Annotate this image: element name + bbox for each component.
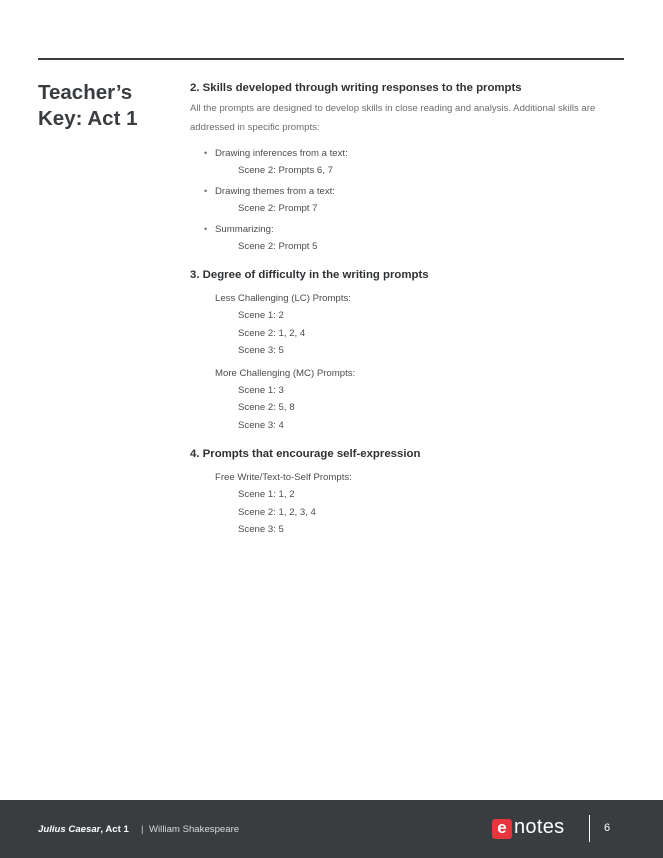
- footer-title: [38, 824, 129, 835]
- section-skills: [190, 80, 620, 255]
- group-label: Free Write/Text-to-Self Prompts:: [215, 472, 352, 483]
- group-item: Scene 2: 1, 2, 3, 4: [238, 506, 316, 518]
- bullet-icon: •: [204, 224, 208, 234]
- section-self-expression: [190, 446, 620, 539]
- group-item: Scene 3: 4: [238, 419, 284, 431]
- group-item: Scene 3: 5: [238, 524, 284, 535]
- footer-divider: [589, 815, 590, 842]
- group-item: Scene 1: 3: [238, 384, 284, 396]
- group-item: Scene 1: 2: [238, 310, 284, 321]
- main-content: [190, 80, 620, 539]
- bullet-detail: Scene 2: Prompt 7: [238, 203, 318, 214]
- bullet-label: Summarizing:: [215, 224, 274, 235]
- footer-separator: |: [141, 824, 144, 835]
- prompt-group: [190, 290, 620, 360]
- group-item: Scene 2: 1, 2, 4: [238, 327, 306, 339]
- page-title: Teacher’s Key: Act 1: [38, 81, 138, 130]
- group-item: Scene 1: 1, 2: [238, 489, 295, 500]
- section-heading: 4. Prompts that encourage self-expression: [190, 448, 421, 460]
- bullet-icon: •: [204, 148, 208, 158]
- section-heading: 2. Skills developed through writing responses to the prompts: [190, 82, 522, 94]
- group-item: Scene 3: 5: [238, 345, 284, 356]
- bullet-item: [190, 183, 620, 217]
- bullet-icon: •: [204, 186, 208, 196]
- section-intro: All the prompts are designed to develop skills in close reading and analysis. Additional skills are addressed in specific prompts:: [190, 103, 596, 133]
- bullet-label: Drawing themes from a text:: [215, 186, 335, 197]
- prompt-group: [190, 469, 620, 539]
- footer-act: , Act 1: [100, 824, 129, 835]
- bullet-label: Drawing inferences from a text:: [215, 148, 348, 159]
- section-difficulty: [190, 267, 620, 434]
- page-number: 6: [604, 822, 611, 834]
- bullet-item: [190, 221, 620, 255]
- bullet-item: [190, 145, 620, 179]
- bullet-detail: Scene 2: Prompt 5: [238, 241, 318, 252]
- logo-wordmark: notes: [514, 816, 565, 838]
- logo-e-icon: e: [492, 819, 512, 839]
- footer-work-title: Julius Caesar: [38, 824, 101, 835]
- bullet-list: [190, 145, 620, 255]
- bullet-detail: Scene 2: Prompts 6, 7: [238, 165, 333, 176]
- footer-author: William Shakespeare: [149, 824, 240, 835]
- group-label: Less Challenging (LC) Prompts:: [215, 293, 351, 304]
- section-heading: 3. Degree of difficulty in the writing prompts: [190, 269, 429, 281]
- prompt-group: [190, 365, 620, 435]
- page-footer: [0, 800, 663, 858]
- top-rule: [38, 58, 624, 60]
- group-item: Scene 2: 5, 8: [238, 402, 295, 413]
- group-label: More Challenging (MC) Prompts:: [215, 367, 356, 379]
